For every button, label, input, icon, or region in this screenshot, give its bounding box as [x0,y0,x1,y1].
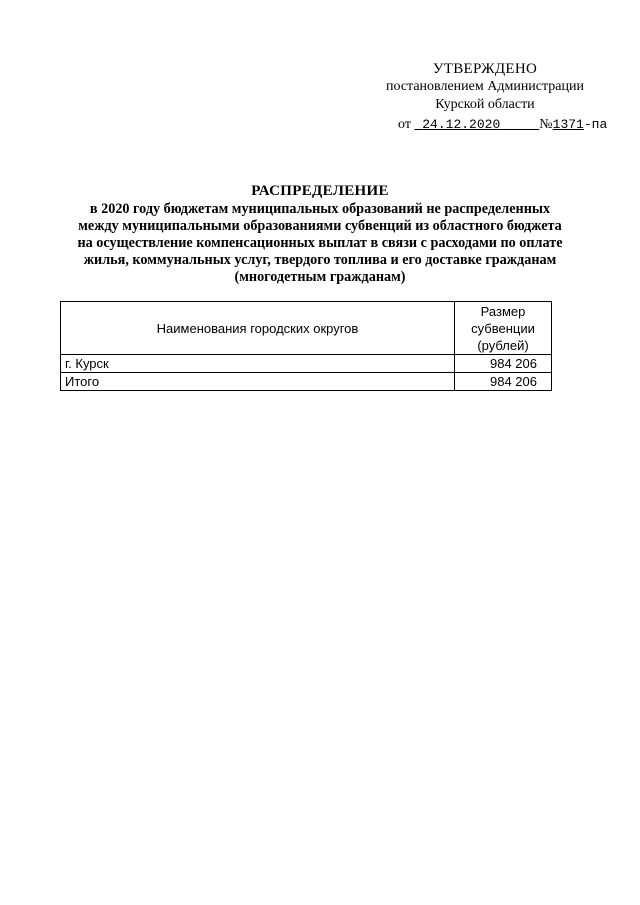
distribution-table [60,301,552,391]
number-suffix: -па [583,117,608,132]
title-line-1: в 2020 году бюджетам муниципальных образований не распределенных [89,201,551,217]
title-line-4: жилья, коммунальных услуг, твердого топлива и его доставке гражданам [83,252,557,268]
approval-block [360,60,610,134]
number-value: 1371 [552,117,584,132]
row-amount: 984 206 [455,355,552,373]
table-row [61,355,552,373]
title-line-2: между муниципальными образованиями субвенций из областного бюджета [78,218,562,234]
table-row-total [61,373,552,391]
date-prefix: от [398,117,411,132]
row-name: г. Курск [61,355,455,373]
row-name: Итого [61,373,455,391]
row-amount: 984 206 [455,373,552,391]
title-line-3: на осуществление компенсационных выплат в связи с расходами по оплате [77,235,563,251]
header-amount-line-1: Размер [480,303,526,319]
header-amount-line-3: (рублей) [477,337,529,353]
title-line-5: (многодетным гражданам) [234,269,406,285]
approval-line-2: Курской области [435,97,535,112]
approval-line-1: постановлением Администрации [386,79,584,94]
date-value: 24.12.2020 [422,117,501,132]
approval-heading: УТВЕРЖДЕНО [432,61,538,77]
header-amount-cell [455,302,552,355]
header-name-cell: Наименования городских округов [61,302,455,355]
number-prefix: № [539,117,553,132]
table-header-row [61,302,552,355]
approval-date-line [360,116,610,134]
title-main: РАСПРЕДЕЛЕНИЕ [251,183,389,199]
header-amount-line-2: субвенции [471,320,535,336]
document-title [40,183,600,286]
